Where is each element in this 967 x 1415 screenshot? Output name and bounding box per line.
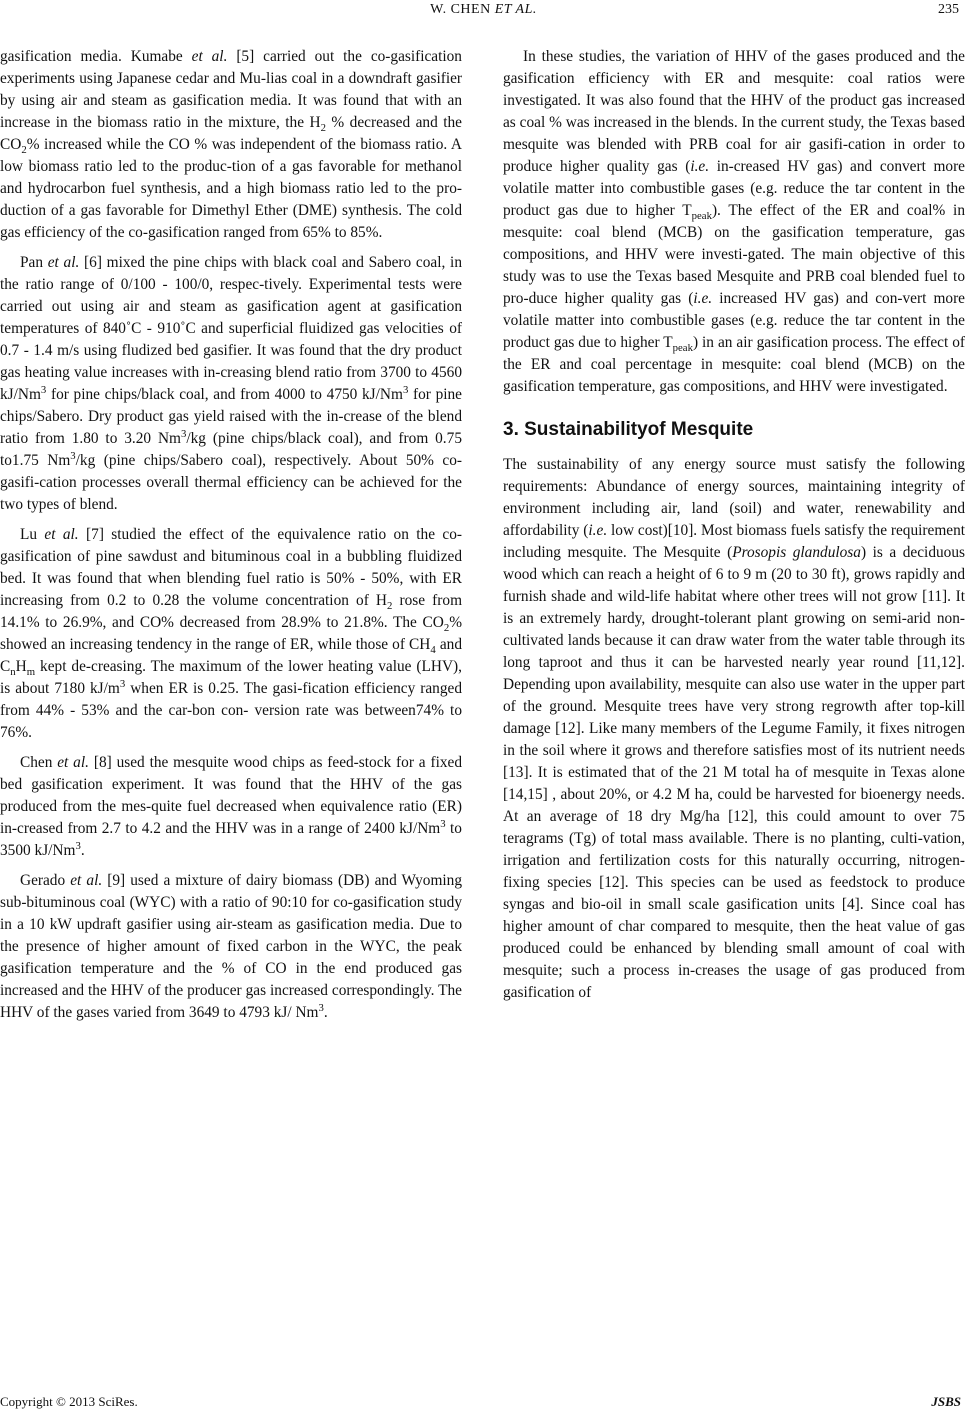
page-number: 235	[938, 2, 959, 17]
paragraph: Lu et al. [7] studied the effect of the equivalence ratio on the co-gasification of pine sawdust and bituminous coal in a bubbling fluidized bed. It was found that when blending fuel ratio is 50% - 50%, with ER increasing from 0.2 to 0.28 the volume concentration of $H_2$ rose from 14.1% to 26.9%, and CO% decreased from 28.9% to 21.8%. The $CO_2\%$ showed an increasing tendency in the range of ER, while those of $CH_4$ and $C_nH_m$ kept de-creasing. The maximum of the lower heating value (LHV), is about 7180 $kJ/m^3$ when ER is 0.25. The gasi-fication efficiency ranged from 44% - 53% and the car-bon con- version rate was between74% to 76%.	[0, 526, 463, 741]
paragraph: Chen et al. [8] used the mesquite wood chips as feed-stock for a fixed bed gasification experiment. It was found that the HHV of the gas produced from the mes-quite fuel decreased when equivalence ratio (ER) in-creased from 2.7 to 4.2 and the HHV was in a range of 2400 kJ/Nm$^3$ to 3500 kJ/Nm$^3$.	[0, 754, 462, 859]
running-head: W. CHEN ET AL.	[430, 2, 537, 17]
page-header	[0, 0, 967, 30]
right-column	[503, 46, 965, 1012]
journal-abbreviation: JSBS	[931, 1394, 961, 1409]
copyright-notice: Copyright © 2013 SciRes.	[0, 1394, 138, 1409]
paragraph: Gerado et al. [9] used a mixture of dairy biomass (DB) and Wyoming sub-bituminous coal (WYC) with a ratio of 90:10 for co-gasification study in a 10 kW updraft gasifier using air-steam as gasification media. Due to the presence of higher amount of fixed carbon in the WYC, the peak gasification temperature and the % of CO in the end produced gas increased and the HHV of the producer gas increased correspondingly. The HHV of the gases varied from 3649 to 4793 kJ/ Nm$^3$.	[0, 872, 463, 1021]
paragraph: In these studies, the variation of HHV of the gases produced and the gasification efficiency with ER and mesquite: coal ratios were investigated. It was also found that the HHV of the product gas increased as coal % was increased in the blends. In the current study, the Texas based mesquite was blended with PRB coal for air gasifi-cation in order to produce higher quality gas (i.e. in-creased HV gas) and convert more volatile matter into combustible gases (e.g. reduce the tar content in the product gas due to higher $T_{peak}$). The effect of the ER and coal% in mesquite: coal blend (MCB) on the gasification temperature, gas compositions, and HHV were investi-gated. The main objective of this study was to use the Texas based Mesquite and PRB coal blended fuel to pro-duce higher quality gas (i.e. increased HV gas) and con-vert more volatile matter into combustible gases (e.g. reduce the tar content in the product gas due to higher $T_{peak}$) in an air gasification process. The effect of the ER and coal percentage in mesquite: coal blend (MCB) on the gasification temperature, gas compositions, and HHV were investigated.	[503, 48, 966, 395]
page-footer	[0, 1394, 967, 1414]
paragraph: gasification media. Kumabe et al. [5] carried out the co-gasification experiments using Japanese cedar and Mu-lias coal in a downdraft gasifier by using air and steam as gasification media. It was found that with an increase in the biomass ratio in the mixture, the $H_2$ % decreased and the $CO_2\%$ increased while the CO % was independent of the biomass ratio. A low biomass ratio led to the produc-tion of a gas favorable for methanol and hydrocarbon fuel synthesis, and a high biomass ratio led to the pro-duction of a gas favorable for Dimethyl Ether (DME) synthesis. The cold gas efficiency of the co-gasification ranged from 65% to 85%.	[0, 48, 462, 241]
paragraph: Pan et al. [6] mixed the pine chips with black coal and Sabero coal, in the ratio range of 0/100 - 100/0, respec-tively. Experimental tests were carried out using air and steam as gasification agent at gasification temperatures of 840˚C - 910˚C and superficial fluidized gas velocities of 0.7 - 1.4 m/s using fludized bed gasifier. It was found that the dry product gas heating value increases with in-creasing blend ratio from 3700 to 4560 kJ/Nm$^3$ for pine chips/black coal, and from 4000 to 4750 kJ/Nm$^3$ for pine chips/Sabero. Dry product gas yield raised with the in-crease of the blend ratio from 1.80 to 3.20 Nm$^3$/kg (pine chips/black coal), and from 0.75 to1.75 Nm$^3$/kg (pine chips/Sabero coal), respectively. About 50% co-gasifi-cation processes overall thermal efficiency can be achieved for the two types of blend.	[0, 254, 462, 513]
left-column	[0, 46, 462, 1032]
paragraph: The sustainability of any energy source must satisfy the following requirements: Abundance of energy sources, maintaining integrity of environment including air, land (soil) and water, renewability and affordability (i.e. low cost)[10]. Most biomass fuels satisfy the requirement including mesquite. The Mesquite (Prosopis glandulosa) is a deciduous wood which can reach a height of 6 to 9 m (20 to 30 ft), grows rapidly and furnish shade and wild-life habitat where other trees will not grow [11]. It is an extremely hardy, drought-tolerant plant growing on semi-arid non-cultivated lands because it can draw water from the water table through its long taproot and thus it can be harvested nearly year round [11,12]. Depending upon availability, mesquite can also use water in the upper part of the ground. Mesquite trees have very strong regrowth after top-kill damage [12]. Like many members of the Legume Family, it fixes nitrogen in the soil where it grows and therefore satisfies most of its nutrient needs [13]. It is estimated that of the 21 M total ha of mesquite in Texas alone [14,15] , about 20%, or 4.2 M ha, could be harvested for bioenergy needs. At an average of 18 dry Mg/ha [12], this could amount to over 75 teragrams (Tg) of total mass available. There is no planting, culti-vation, irrigation and fertilization costs for this naturally occurring, nitrogen-fixing species [12]. This species can be used as feedstock to produce syngas and bio-oil in small scale gasification units [4]. Since coal has higher amount of char compared to mesquite, then the heat value of gas produced could be enhanced by blending small amount of coal with mesquite; such a process in-creases the usage of gas produced from gasification of	[503, 456, 966, 1001]
section-heading: 3. Sustainabilityof Mesquite	[503, 419, 754, 440]
